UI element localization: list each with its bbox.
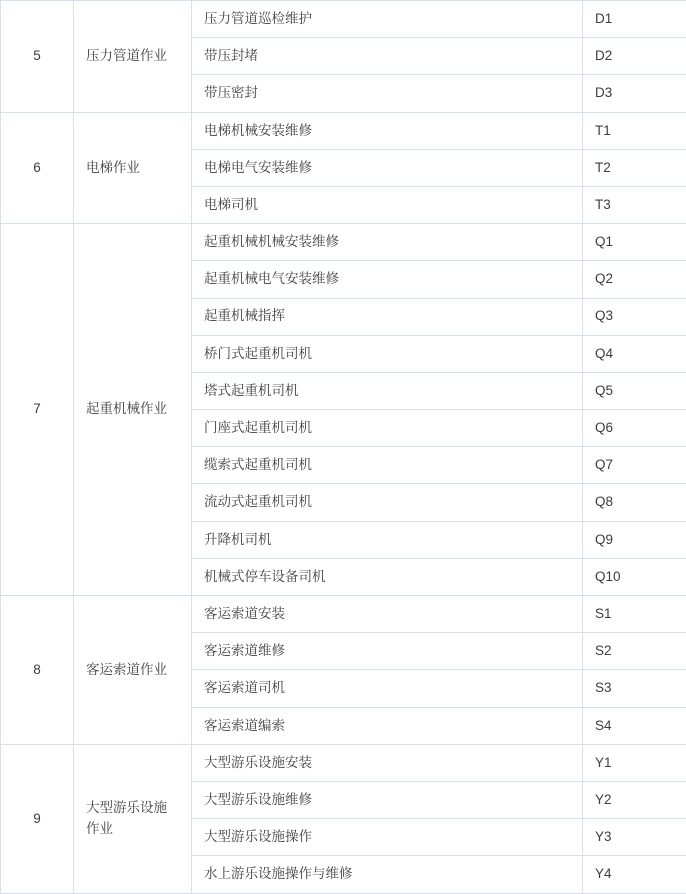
- item-name-cell: 升降机司机: [192, 521, 583, 558]
- group-category-cell: 压力管道作业: [74, 1, 192, 113]
- item-code-cell: Q9: [583, 521, 686, 558]
- item-code-cell: Q5: [583, 372, 686, 409]
- item-code-cell: Q2: [583, 261, 686, 298]
- item-name-cell: 起重机械电气安装维修: [192, 261, 583, 298]
- item-name-cell: 大型游乐设施操作: [192, 819, 583, 856]
- item-name-cell: 带压封堵: [192, 38, 583, 75]
- item-name-cell: 客运索道维修: [192, 633, 583, 670]
- item-name-cell: 压力管道巡检维护: [192, 1, 583, 38]
- item-name-cell: 水上游乐设施操作与维修: [192, 856, 583, 893]
- item-code-cell: S3: [583, 670, 686, 707]
- item-code-cell: Q4: [583, 335, 686, 372]
- item-code-cell: S2: [583, 633, 686, 670]
- item-code-cell: S4: [583, 707, 686, 744]
- item-code-cell: Q6: [583, 410, 686, 447]
- item-name-cell: 流动式起重机司机: [192, 484, 583, 521]
- group-number-cell: 9: [1, 744, 74, 893]
- item-code-cell: D1: [583, 1, 686, 38]
- item-name-cell: 电梯司机: [192, 186, 583, 223]
- item-name-cell: 桥门式起重机司机: [192, 335, 583, 372]
- item-code-cell: Q1: [583, 224, 686, 261]
- group-category-cell: 大型游乐设施作业: [74, 744, 192, 893]
- item-name-cell: 起重机械指挥: [192, 298, 583, 335]
- group-number-cell: 8: [1, 596, 74, 745]
- item-name-cell: 客运索道编索: [192, 707, 583, 744]
- item-name-cell: 塔式起重机司机: [192, 372, 583, 409]
- item-code-cell: Y2: [583, 781, 686, 818]
- item-code-cell: D3: [583, 75, 686, 112]
- item-code-cell: T2: [583, 149, 686, 186]
- item-name-cell: 客运索道安装: [192, 596, 583, 633]
- item-name-cell: 电梯机械安装维修: [192, 112, 583, 149]
- item-code-cell: T1: [583, 112, 686, 149]
- item-code-cell: Y4: [583, 856, 686, 893]
- item-code-cell: Q7: [583, 447, 686, 484]
- item-name-cell: 客运索道司机: [192, 670, 583, 707]
- group-number-cell: 6: [1, 112, 74, 224]
- item-code-cell: Q3: [583, 298, 686, 335]
- table-body: [1, 1, 686, 894]
- item-code-cell: Y1: [583, 744, 686, 781]
- group-category-cell: 电梯作业: [74, 112, 192, 224]
- item-name-cell: 带压密封: [192, 75, 583, 112]
- table-row: [1, 224, 686, 261]
- group-number-cell: 5: [1, 1, 74, 113]
- item-code-cell: D2: [583, 38, 686, 75]
- item-code-cell: Q8: [583, 484, 686, 521]
- item-name-cell: 门座式起重机司机: [192, 410, 583, 447]
- item-name-cell: 缆索式起重机司机: [192, 447, 583, 484]
- group-number-cell: 7: [1, 224, 74, 596]
- table-row: [1, 1, 686, 38]
- item-code-cell: S1: [583, 596, 686, 633]
- item-code-cell: Q10: [583, 558, 686, 595]
- group-category-cell: 客运索道作业: [74, 596, 192, 745]
- item-name-cell: 大型游乐设施维修: [192, 781, 583, 818]
- item-code-cell: T3: [583, 186, 686, 223]
- item-code-cell: Y3: [583, 819, 686, 856]
- item-name-cell: 电梯电气安装维修: [192, 149, 583, 186]
- item-name-cell: 机械式停车设备司机: [192, 558, 583, 595]
- item-name-cell: 大型游乐设施安装: [192, 744, 583, 781]
- table-row: [1, 596, 686, 633]
- table-row: [1, 744, 686, 781]
- group-category-cell: 起重机械作业: [74, 224, 192, 596]
- item-name-cell: 起重机械机械安装维修: [192, 224, 583, 261]
- table-row: [1, 112, 686, 149]
